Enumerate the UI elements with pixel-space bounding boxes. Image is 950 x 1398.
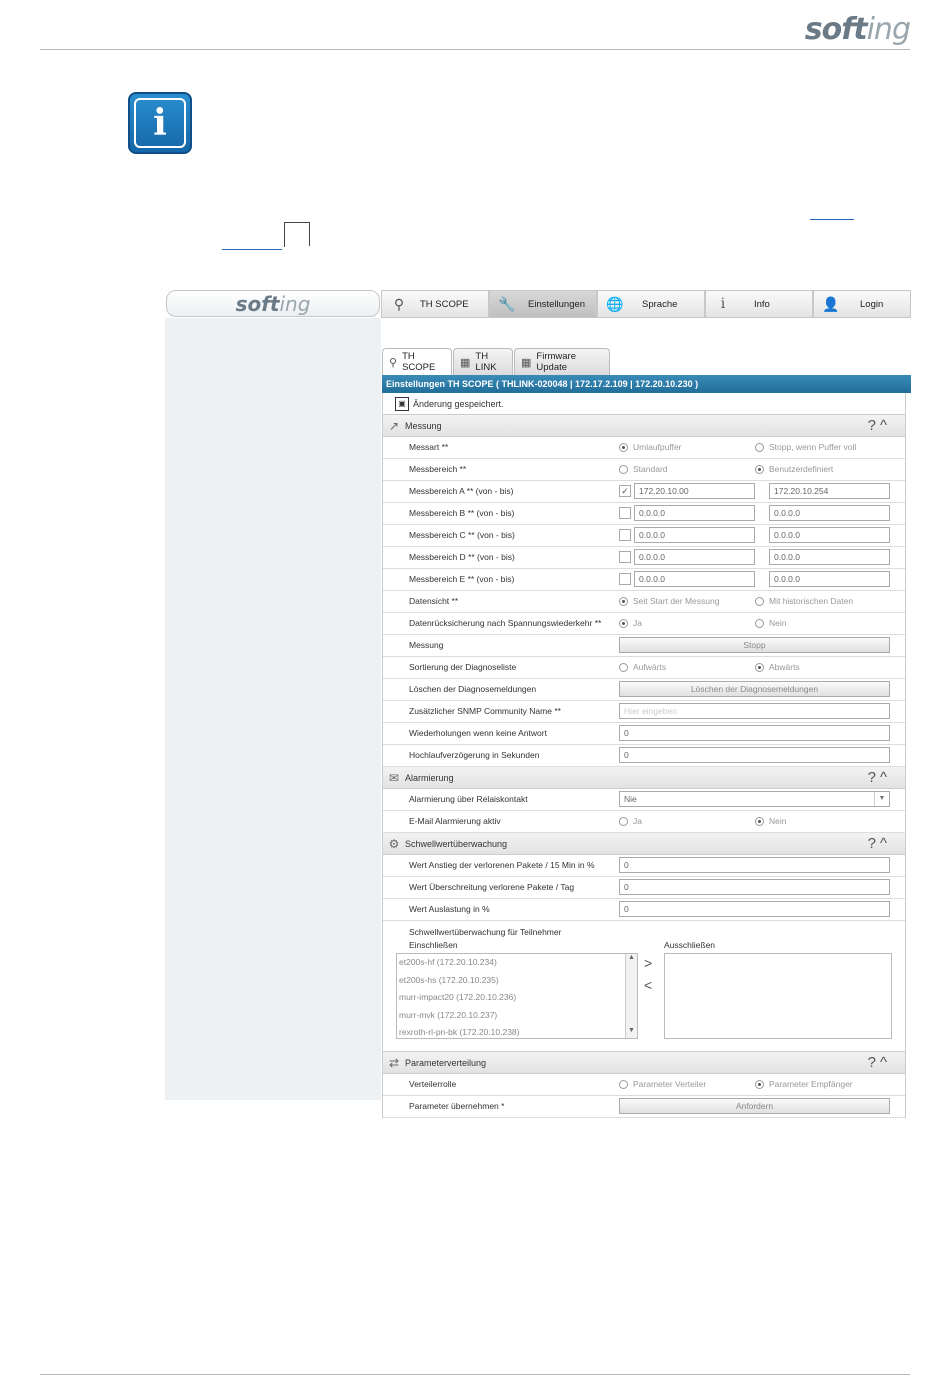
- save-status: ▣ Änderung gespeichert.: [382, 393, 906, 415]
- left-panel: [165, 318, 381, 1100]
- scroll-up-icon: ▲: [628, 954, 635, 961]
- row-ueberschreitung: Wert Überschreitung verlorene Pakete / Tag 0: [383, 877, 905, 899]
- row-uebernehmen: Parameter übernehmen * Anfordern: [383, 1096, 905, 1118]
- retries-input[interactable]: 0: [619, 725, 890, 741]
- range-c-to[interactable]: 0.0.0.0: [769, 527, 890, 543]
- link-underline[interactable]: [810, 219, 854, 220]
- softing-logo: softing: [804, 12, 910, 47]
- range-c-checkbox[interactable]: [619, 529, 631, 541]
- disk-icon: ▣: [395, 397, 409, 411]
- range-b-from[interactable]: 0.0.0.0: [634, 505, 755, 521]
- threshold-icon: ⚙: [388, 836, 400, 851]
- row-range-d: Messbereich D ** (von - bis) 0.0.0.0 0.0.0.0: [383, 547, 905, 569]
- subtab-firmware-update[interactable]: ▦ Firmware Update: [514, 348, 610, 375]
- row-hochlauf: Hochlaufverzögerung in Sekunden 0: [383, 745, 905, 767]
- range-d-checkbox[interactable]: [619, 551, 631, 563]
- range-d-to[interactable]: 0.0.0.0: [769, 549, 890, 565]
- anfordern-button[interactable]: Anfordern: [619, 1098, 890, 1114]
- nav-tab-einstellungen[interactable]: 🔧 Einstellungen: [489, 290, 597, 318]
- range-d-from[interactable]: 0.0.0.0: [634, 549, 755, 565]
- snmp-community-input[interactable]: Hier eingeben: [619, 703, 890, 719]
- envelope-icon: ✉: [388, 770, 400, 785]
- radio-seit-start[interactable]: Seit Start der Messung: [619, 596, 719, 606]
- radio-parameter-verteiler[interactable]: Parameter Verteiler: [619, 1079, 706, 1089]
- row-verteilerrolle: Verteilerrolle Parameter Verteiler Parameter Empfänger: [383, 1074, 905, 1096]
- magnifier-icon: ⚲: [393, 295, 405, 312]
- row-range-a: Messbereich A ** (von - bis) ✓ 172.20.10.00 172.20.10.254: [383, 481, 905, 503]
- globe-icon: 🌐: [606, 295, 624, 312]
- help-collapse-icons[interactable]: ?^: [867, 769, 891, 786]
- relay-alarm-select[interactable]: Nie ▼: [619, 791, 890, 807]
- stopp-button[interactable]: Stopp: [619, 637, 890, 653]
- radio-aufwaerts[interactable]: Aufwärts: [619, 662, 666, 672]
- row-email: E-Mail Alarmierung aktiv Ja Nein: [383, 811, 905, 833]
- row-relais: Alarmierung über Relaiskontakt Nie ▼: [383, 789, 905, 811]
- magnifier-icon: ⚲: [389, 356, 398, 369]
- scrollbar[interactable]: [625, 954, 637, 1038]
- section-messung[interactable]: ↗ Messung ?^: [383, 415, 905, 437]
- row-range-b: Messbereich B ** (von - bis) 0.0.0.0 0.0.0.0: [383, 503, 905, 525]
- row-datensicht: Datensicht ** Seit Start der Messung Mit historischen Daten: [383, 591, 905, 613]
- range-e-checkbox[interactable]: [619, 573, 631, 585]
- row-anstieg: Wert Anstieg der verlorenen Pakete / 15 Min in % 0: [383, 855, 905, 877]
- nav-tab-sprache[interactable]: 🌐 Sprache: [597, 290, 705, 318]
- move-right-button[interactable]: >: [644, 955, 653, 971]
- help-collapse-icons[interactable]: ?^: [867, 417, 891, 434]
- row-auslastung: Wert Auslastung in % 0: [383, 899, 905, 921]
- range-a-from[interactable]: 172.20.10.00: [634, 483, 755, 499]
- range-a-checkbox[interactable]: ✓: [619, 485, 631, 497]
- row-snmp: Zusätzlicher SNMP Community Name ** Hier eingeben: [383, 701, 905, 723]
- row-messbereich: Messbereich ** Standard Benutzerdefiniert: [383, 459, 905, 481]
- section-schwellwert[interactable]: ⚙ Schwellwertüberwachung ?^: [383, 833, 905, 855]
- nav-tab-info[interactable]: i Info: [705, 290, 813, 318]
- radio-abwaerts[interactable]: Abwärts: [755, 662, 800, 672]
- threshold-participants-title: Schwellwertüberwachung für Teilnehmer: [409, 927, 562, 937]
- subtab-th-scope[interactable]: ⚲ TH SCOPE: [382, 348, 452, 375]
- move-left-button[interactable]: <: [644, 977, 653, 993]
- threshold-participants: [383, 921, 905, 1052]
- list-item[interactable]: et200s-hs (172.20.10.235): [399, 974, 499, 985]
- scroll-down-icon: ▼: [628, 1027, 635, 1034]
- distribution-icon: ⇄: [388, 1055, 400, 1070]
- radio-email-nein[interactable]: Nein: [755, 816, 786, 826]
- row-range-c: Messbereich C ** (von - bis) 0.0.0.0 0.0.0.0: [383, 525, 905, 547]
- include-list[interactable]: [396, 953, 638, 1039]
- info-icon: i: [128, 92, 192, 154]
- delete-diagnostics-button[interactable]: Löschen der Diagnosemeldungen: [619, 681, 890, 697]
- help-collapse-icons[interactable]: ?^: [867, 835, 891, 852]
- range-a-to[interactable]: 172.20.10.254: [769, 483, 890, 499]
- measure-icon: ↗: [388, 418, 400, 433]
- range-e-from[interactable]: 0.0.0.0: [634, 571, 755, 587]
- row-sortierung: Sortierung der Diagnoseliste Aufwärts Abwärts: [383, 657, 905, 679]
- section-parameterverteilung[interactable]: ⇄ Parameterverteilung ?^: [383, 1052, 905, 1074]
- section-alarmierung[interactable]: ✉ Alarmierung ?^: [383, 767, 905, 789]
- app-logo: soft ing: [166, 290, 380, 317]
- row-wiederholungen: Wiederholungen wenn keine Antwort 0: [383, 723, 905, 745]
- radio-stopp[interactable]: Stopp, wenn Puffer voll: [755, 442, 856, 452]
- row-messung: Messung Stopp: [383, 635, 905, 657]
- range-c-from[interactable]: 0.0.0.0: [634, 527, 755, 543]
- row-messart: Messart ** Umlaufpuffer Stopp, wenn Puffer voll: [383, 437, 905, 459]
- radio-umlaufpuffer[interactable]: Umlaufpuffer: [619, 442, 682, 452]
- radio-email-ja[interactable]: Ja: [619, 816, 642, 826]
- radio-nein[interactable]: Nein: [755, 618, 786, 628]
- footer-rule: [40, 1374, 910, 1375]
- subtab-th-link[interactable]: ▦ TH LINK: [453, 348, 513, 375]
- row-datenruecksicherung: Datenrücksicherung nach Spannungswiederkehr ** Ja Nein: [383, 613, 905, 635]
- nav-tab-login[interactable]: 👤 Login: [813, 290, 911, 318]
- load-input[interactable]: 0: [619, 901, 890, 917]
- list-item[interactable]: et200s-hf (172.20.10.234): [399, 957, 497, 967]
- row-range-e: Messbereich E ** (von - bis) 0.0.0.0 0.0.0.0: [383, 569, 905, 591]
- loss-increase-input[interactable]: 0: [619, 857, 890, 873]
- list-item[interactable]: rexroth-rl-pn-bk (172.20.10.238): [399, 1027, 520, 1037]
- radio-parameter-empfaenger[interactable]: Parameter Empfänger: [755, 1079, 853, 1089]
- range-b-checkbox[interactable]: [619, 507, 631, 519]
- device-icon: ▦: [460, 356, 471, 369]
- exclude-list[interactable]: [664, 953, 892, 1039]
- user-icon: 👤: [822, 295, 840, 312]
- exclude-label: Ausschließen: [664, 940, 716, 950]
- radio-benutzerdefiniert[interactable]: Benutzerdefiniert: [755, 464, 833, 474]
- range-b-to[interactable]: 0.0.0.0: [769, 505, 890, 521]
- help-collapse-icons[interactable]: ?^: [867, 1054, 891, 1071]
- list-item[interactable]: murr-impact20 (172.20.10.236): [399, 992, 517, 1002]
- settings-title-bar: Einstellungen TH SCOPE ( THLINK-020048 | 172.17.2.109 | 172.20.10.230 ): [382, 375, 911, 393]
- device-icon: ▦: [521, 356, 532, 369]
- include-label: Einschließen: [409, 940, 458, 950]
- nav-tab-th-scope[interactable]: ⚲ TH SCOPE: [381, 290, 489, 318]
- loss-exceed-input[interactable]: 0: [619, 879, 890, 895]
- header-rule: [40, 49, 910, 50]
- settings-form: [382, 415, 906, 1118]
- row-loeschen: Löschen der Diagnosemeldungen Löschen der Diagnosemeldungen: [383, 679, 905, 701]
- list-item[interactable]: murr-mvk (172.20.10.237): [399, 1009, 498, 1020]
- startup-delay-input[interactable]: 0: [619, 747, 890, 763]
- info-icon: i: [720, 296, 726, 312]
- wrench-icon: 🔧: [498, 295, 516, 312]
- chevron-down-icon: ▼: [874, 792, 889, 806]
- radio-standard[interactable]: Standard: [619, 464, 668, 474]
- radio-ja[interactable]: Ja: [619, 618, 642, 628]
- page-reference-icon[interactable]: [284, 222, 309, 247]
- radio-historisch[interactable]: Mit historischen Daten: [755, 596, 853, 606]
- link-underline[interactable]: [222, 249, 282, 250]
- range-e-to[interactable]: 0.0.0.0: [769, 571, 890, 587]
